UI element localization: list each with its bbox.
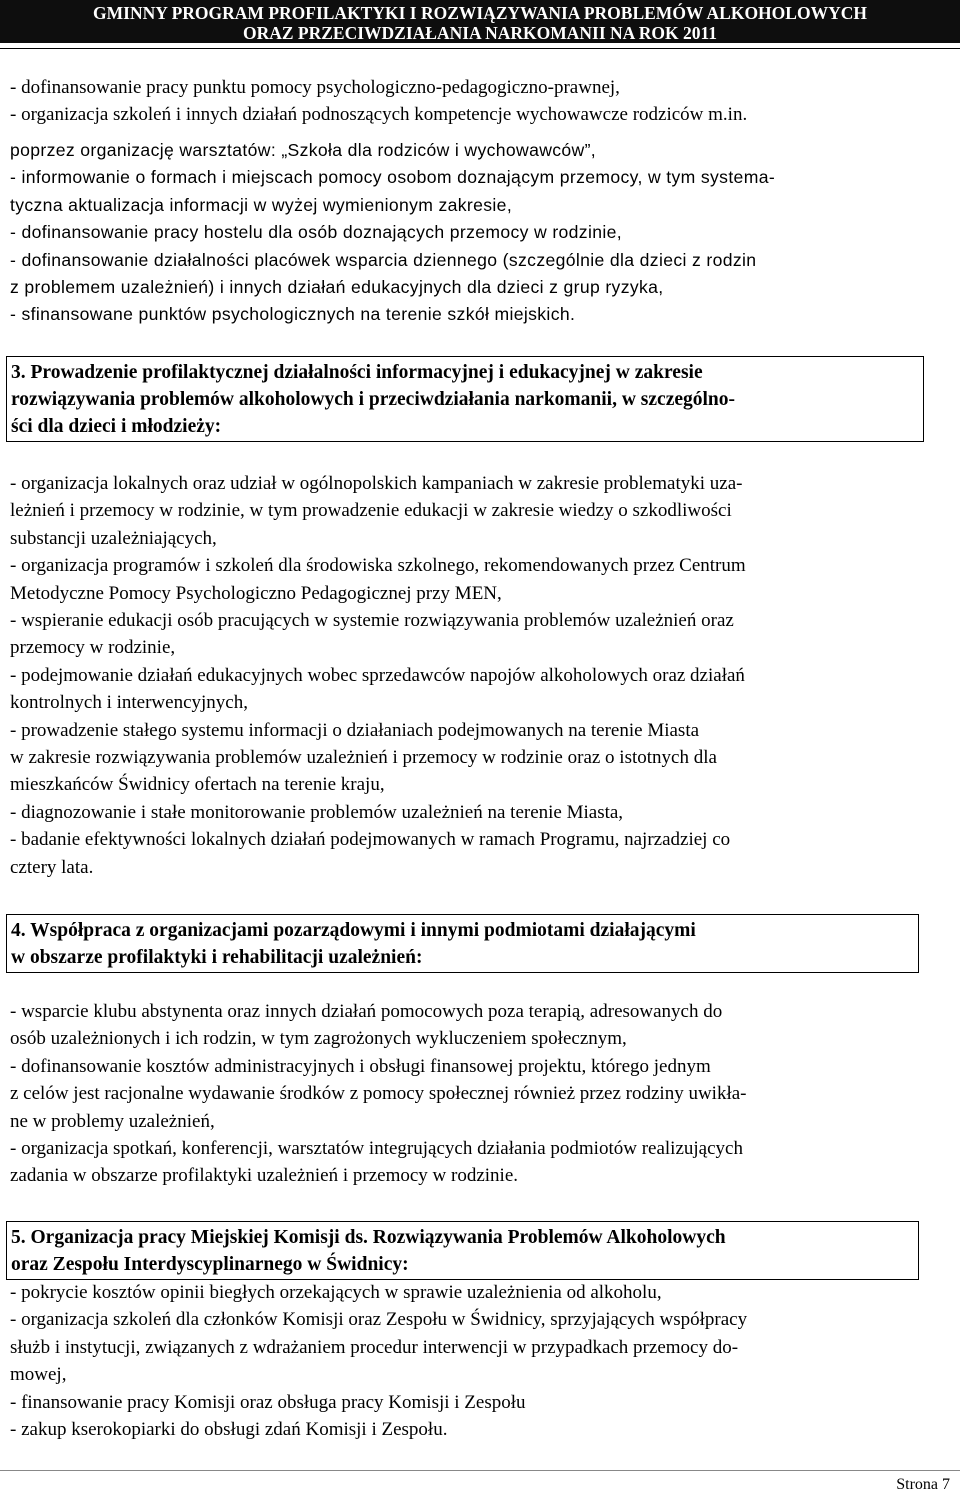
text-line: - podejmowanie działań edukacyjnych wobec sprzedawców napojów alkoholowych oraz działań: [10, 664, 745, 686]
text-line: - dofinansowanie pracy hostelu dla osób doznających przemocy w rodzinie,: [10, 222, 622, 243]
text-line: - organizacja programów i szkoleń dla środowiska szkolnego, rekomendowanych przez Centrum: [10, 555, 746, 577]
text-line: substancji uzależniających,: [10, 527, 217, 549]
text-line: - organizacja szkoleń i innych działań podnoszących kompetencje wychowawcze rodziców m.in.: [10, 104, 748, 126]
section-5-body: [10, 1279, 954, 1443]
text-line: służb i instytucji, związanych z wdrażaniem procedur interwencji w przypadkach przemocy do-: [10, 1336, 739, 1358]
heading-line: 4. Współpraca z organizacjami pozarządowymi i innymi podmiotami działającymi: [11, 920, 696, 941]
heading-line: rozwiązywania problemów alkoholowych i przeciwdziałania narkomanii, w szczególno-: [11, 389, 736, 410]
text-line: - wsparcie klubu abstynenta oraz innych działań pomocowych poza terapią, adresowanych do: [10, 1001, 723, 1022]
footer-divider: [0, 1470, 960, 1471]
heading-line: 3. Prowadzenie profilaktycznej działalności informacyjnej i edukacyjnej w zakresie: [11, 362, 703, 383]
text-line: - badanie efektywności lokalnych działań podejmowanych w ramach Programu, najrzadziej co: [10, 829, 731, 851]
text-line: w zakresie rozwiązywania problemów uzależnień i przemocy w rodzinie oraz o istotnych dla: [10, 747, 717, 769]
text-line: ne w problemy uzależnień,: [10, 1110, 215, 1132]
text-line: mieszkańców Świdnicy ofertach na terenie kraju,: [10, 774, 385, 796]
heading-line: ści dla dzieci i młodzieży:: [11, 416, 222, 437]
heading-line: 5. Organizacja pracy Miejskiej Komisji ds. Rozwiązywania Problemów Alkoholowych: [11, 1227, 726, 1248]
section-4-body: [10, 998, 954, 1190]
text-line: z problemem uzależnień) i innych działań edukacyjnych dla dzieci z grup ryzyka,: [10, 277, 664, 298]
text-line: - organizacja lokalnych oraz udział w ogólnopolskich kampaniach w zakresie problematyki uza-: [10, 473, 743, 494]
text-line: leżnień i przemocy w rodzinie, w tym prowadzenie edukacji w zakresie wiedzy o szkodliwości: [10, 500, 732, 522]
text-line: poprzez organizację warsztatów: „Szkoła dla rodziców i wychowawców”,: [10, 140, 597, 160]
intro-serif-paragraph: [10, 74, 954, 129]
header-divider: [0, 48, 960, 49]
text-line: z celów jest racjonalne wydawanie środków z pomocy społecznej również przez rodziny uwikła-: [10, 1083, 747, 1105]
header-title-line-1: GMINNY PROGRAM PROFILAKTYKI I ROZWIĄZYWANIA PROBLEMÓW ALKOHOLOWYCH: [93, 3, 867, 23]
text-line: kontrolnych i interwencyjnych,: [10, 692, 248, 714]
text-line: - organizacja spotkań, konferencji, warsztatów integrujących działania podmiotów realizujących: [10, 1138, 743, 1160]
text-line: Metodyczne Pomocy Psychologiczno Pedagogicznej przy MEN,: [10, 582, 502, 604]
text-line: cztery lata.: [10, 856, 94, 878]
section-3-body: [10, 470, 954, 881]
text-line: - dofinansowanie działalności placówek wsparcia dziennego (szczególnie dla dzieci z rodzin: [10, 249, 757, 270]
text-line: mowej,: [10, 1364, 67, 1386]
heading-line: w obszarze profilaktyki i rehabilitacji uzależnień:: [11, 947, 423, 968]
text-line: - dofinansowanie kosztów administracyjnych i obsługi finansowej projektu, którego jednym: [10, 1055, 711, 1077]
text-line: zadania w obszarze profilaktyki uzależnień i przemocy w rodzinie.: [10, 1165, 519, 1187]
section-3-heading: [6, 356, 924, 442]
text-line: - wspieranie edukacji osób pracujących w systemie rozwiązywania problemów uzależnień oraz: [10, 610, 734, 632]
section-5-heading: [6, 1221, 919, 1280]
document-header: [0, 0, 960, 43]
text-line: - diagnozowanie i stałe monitorowanie problemów uzależnień na terenie Miasta,: [10, 801, 624, 823]
header-title-line-2: ORAZ PRZECIWDZIAŁANIA NARKOMANII NA ROK 2011: [242, 23, 717, 43]
text-line: tyczna aktualizacja informacji w wyżej wymienionym zakresie,: [10, 194, 513, 215]
text-line: - organizacja szkoleń dla członków Komisji oraz Zespołu w Świdnicy, sprzyjających współpracy: [10, 1309, 748, 1331]
text-line: - sfinansowane punktów psychologicznych na terenie szkół miejskich.: [10, 304, 576, 325]
text-line: - pokrycie kosztów opinii biegłych orzekających w sprawie uzależnienia od alkoholu,: [10, 1282, 662, 1303]
text-line: - prowadzenie stałego systemu informacji o działaniach podejmowanych na terenie Miasta: [10, 719, 700, 741]
text-line: - zakup kserokopiarki do obsługi zdań Komisji i Zespołu.: [10, 1419, 448, 1441]
text-line: - informowanie o formach i miejscach pomocy osobom doznającym przemocy, w tym systema-: [10, 167, 776, 188]
heading-line: oraz Zespołu Interdyscyplinarnego w Świdnicy:: [11, 1254, 409, 1275]
text-line: - dofinansowanie pracy punktu pomocy psychologiczno-pedagogiczno-prawnej,: [10, 77, 620, 98]
section-4-heading: [6, 914, 919, 973]
text-line: osób uzależnionych i ich rodzin, w tym zagrożonych wykluczeniem społecznym,: [10, 1028, 627, 1050]
text-line: przemocy w rodzinie,: [10, 637, 176, 659]
page-number: Strona 7: [896, 1476, 950, 1493]
intro-sans-paragraph: [10, 137, 954, 329]
text-line: - finansowanie pracy Komisji oraz obsługa pracy Komisji i Zespołu: [10, 1391, 526, 1413]
